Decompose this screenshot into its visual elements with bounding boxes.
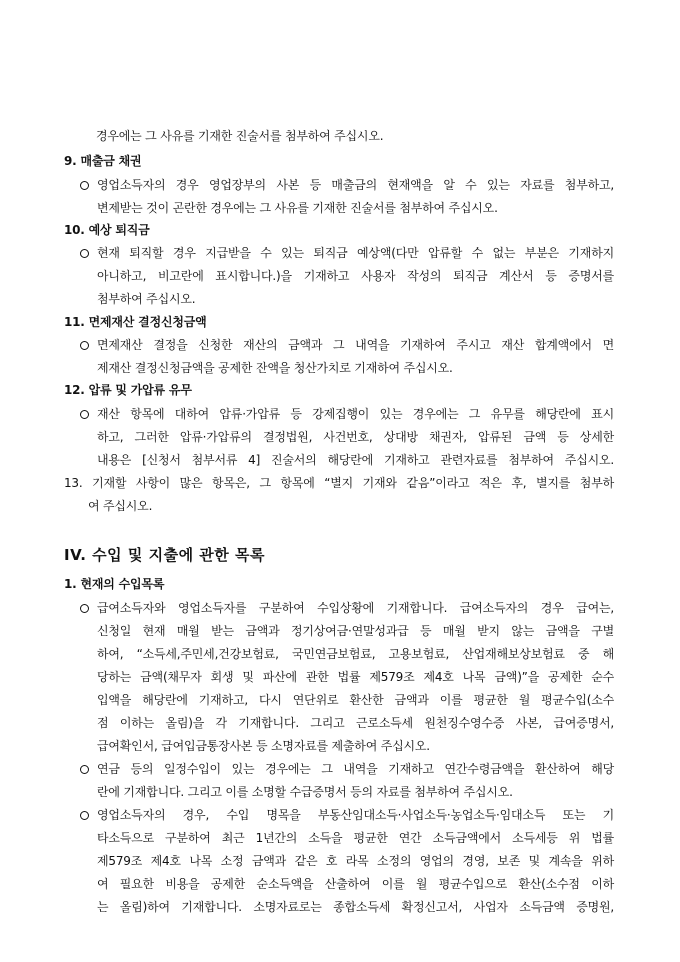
bullet-circle-icon	[80, 410, 89, 419]
bullet-circle-icon	[80, 765, 89, 774]
section-12-heading: 12. 압류 및 가압류 유무	[64, 383, 192, 397]
section-9-heading: 9. 매출금 채권	[64, 154, 142, 168]
income-para-1-line-1: 급여소득자와 영업소득자를 구분하여 수입상황에 기재합니다. 급여소득자의 경우 급여는,	[97, 601, 614, 615]
section-9-line-1: 영업소득자의 경우 영업장부의 사본 등 매출금의 현재액을 알 수 있는 자료를 첨부하고,	[97, 178, 614, 192]
chapter-title: IV. 수입 및 지출에 관한 목록	[64, 546, 265, 564]
section-12-line-2: 하고, 그러한 압류·가압류의 결정법원, 사건번호, 상대방 채권자, 압류된 금액 등 상세한	[97, 430, 614, 444]
section-12-line-1: 재산 항목에 대하여 압류·가압류 등 강제집행이 있는 경우에는 그 유무를 해당란에 표시	[97, 407, 614, 421]
section-11-heading: 11. 면제재산 결정신청금액	[64, 315, 207, 329]
bullet-circle-icon	[80, 249, 89, 258]
income-para-3-line-3: 제579조 제4호 나목 소정 금액과 같은 호 라목 소정의 영업의 경영, 보존 및 계속을 위하	[97, 854, 614, 868]
income-para-1-line-2: 신청일 현재 매월 받는 금액과 정기상여금·연말성과급 등 매월 받지 않는 금액을 구별	[97, 624, 614, 638]
income-para-3-line-5: 는 올림)하여 기재합니다. 소명자료로는 종합소득세 확정신고서, 사업자 소득금액 증명원,	[97, 900, 614, 914]
income-para-1-line-7: 급여확인서, 급여입금통장사본 등 소명자료를 제출하여 주십시오.	[97, 739, 430, 753]
section-10-line-1: 현재 퇴직할 경우 지급받을 수 있는 퇴직금 예상액(다만 압류할 수 없는 부분은 기재하지	[97, 246, 614, 260]
section-13-line-1: 13. 기재할 사항이 많은 항목은, 그 항목에 “별지 기재와 같음”이라고 적은 후, 별지를 첨부하	[64, 476, 614, 490]
bullet-circle-icon	[80, 811, 89, 820]
section-11-line-1: 면제재산 결정을 신청한 재산의 금액과 그 내역을 기재하여 주시고 재산 합계액에서 면	[97, 338, 614, 352]
section-13-line-2: 여 주십시오.	[88, 499, 153, 513]
section-12-line-3: 내용은 [신청서 첨부서류 4] 진술서의 해당란에 기재하고 관련자료를 첨부하여 주십시오.	[97, 453, 614, 467]
section-10-line-3: 첨부하여 주십시오.	[97, 292, 196, 306]
income-para-3-line-4: 여 필요한 비용을 공제한 순소득액을 산출하여 이를 월 평균수입으로 환산(소수점 이하	[97, 877, 614, 891]
section-10-heading: 10. 예상 퇴직금	[64, 223, 150, 237]
income-para-3-line-2: 타소득으로 구분하여 최근 1년간의 소득을 평균한 연간 소득금액에서 소득세등 위 법률	[97, 831, 614, 845]
bullet-circle-icon	[80, 604, 89, 613]
subsection-1-heading: 1. 현재의 수입목록	[64, 577, 165, 591]
section-11-line-2: 제재산 결정신청금액을 공제한 잔액을 청산가치로 기재하여 주십시오.	[97, 361, 453, 375]
income-para-1-line-5: 입액을 해당란에 기재하고, 다시 연단위로 환산한 금액과 이를 평균한 월 평균수입(소수	[97, 693, 614, 707]
income-para-2-line-1: 연금 등의 일정수입이 있는 경우에는 그 내역을 기재하고 연간수령금액을 환산하여 해당	[97, 762, 614, 776]
income-para-3-line-1: 영업소득자의 경우, 수입 명목을 부동산임대소득·사업소득·농업소득·임대소득 또는 기	[97, 808, 614, 822]
income-para-1-line-6: 점 이하는 올림)을 각 기재합니다. 그리고 근로소득세 원천징수영수증 사본, 급여증명서,	[97, 716, 614, 730]
income-para-2-line-2: 란에 기재합니다. 그리고 이를 소명할 수급증명서 등의 자료를 첨부하여 주십시오.	[97, 785, 513, 799]
bullet-circle-icon	[80, 181, 89, 190]
section-10-line-2: 아니하고, 비고란에 표시합니다.)을 기재하고 사용자 작성의 퇴직금 계산서 등 증명서를	[97, 269, 614, 283]
income-para-1-line-3: 하여, “소득세,주민세,건강보험료, 국민연금보험료, 고용보험료, 산업재해보상보험료 중 해	[97, 647, 614, 661]
section-9-line-2: 변제받는 것이 곤란한 경우에는 그 사유를 기재한 진술서를 첨부하여 주십시오.	[97, 201, 498, 215]
continuation-line: 경우에는 그 사유를 기재한 진술서를 첨부하여 주십시오.	[96, 129, 384, 143]
income-para-1-line-4: 당하는 금액(채무자 회생 및 파산에 관한 법률 제579조 제4호 나목 금액)”을 공제한 순수	[97, 670, 614, 684]
bullet-circle-icon	[80, 341, 89, 350]
